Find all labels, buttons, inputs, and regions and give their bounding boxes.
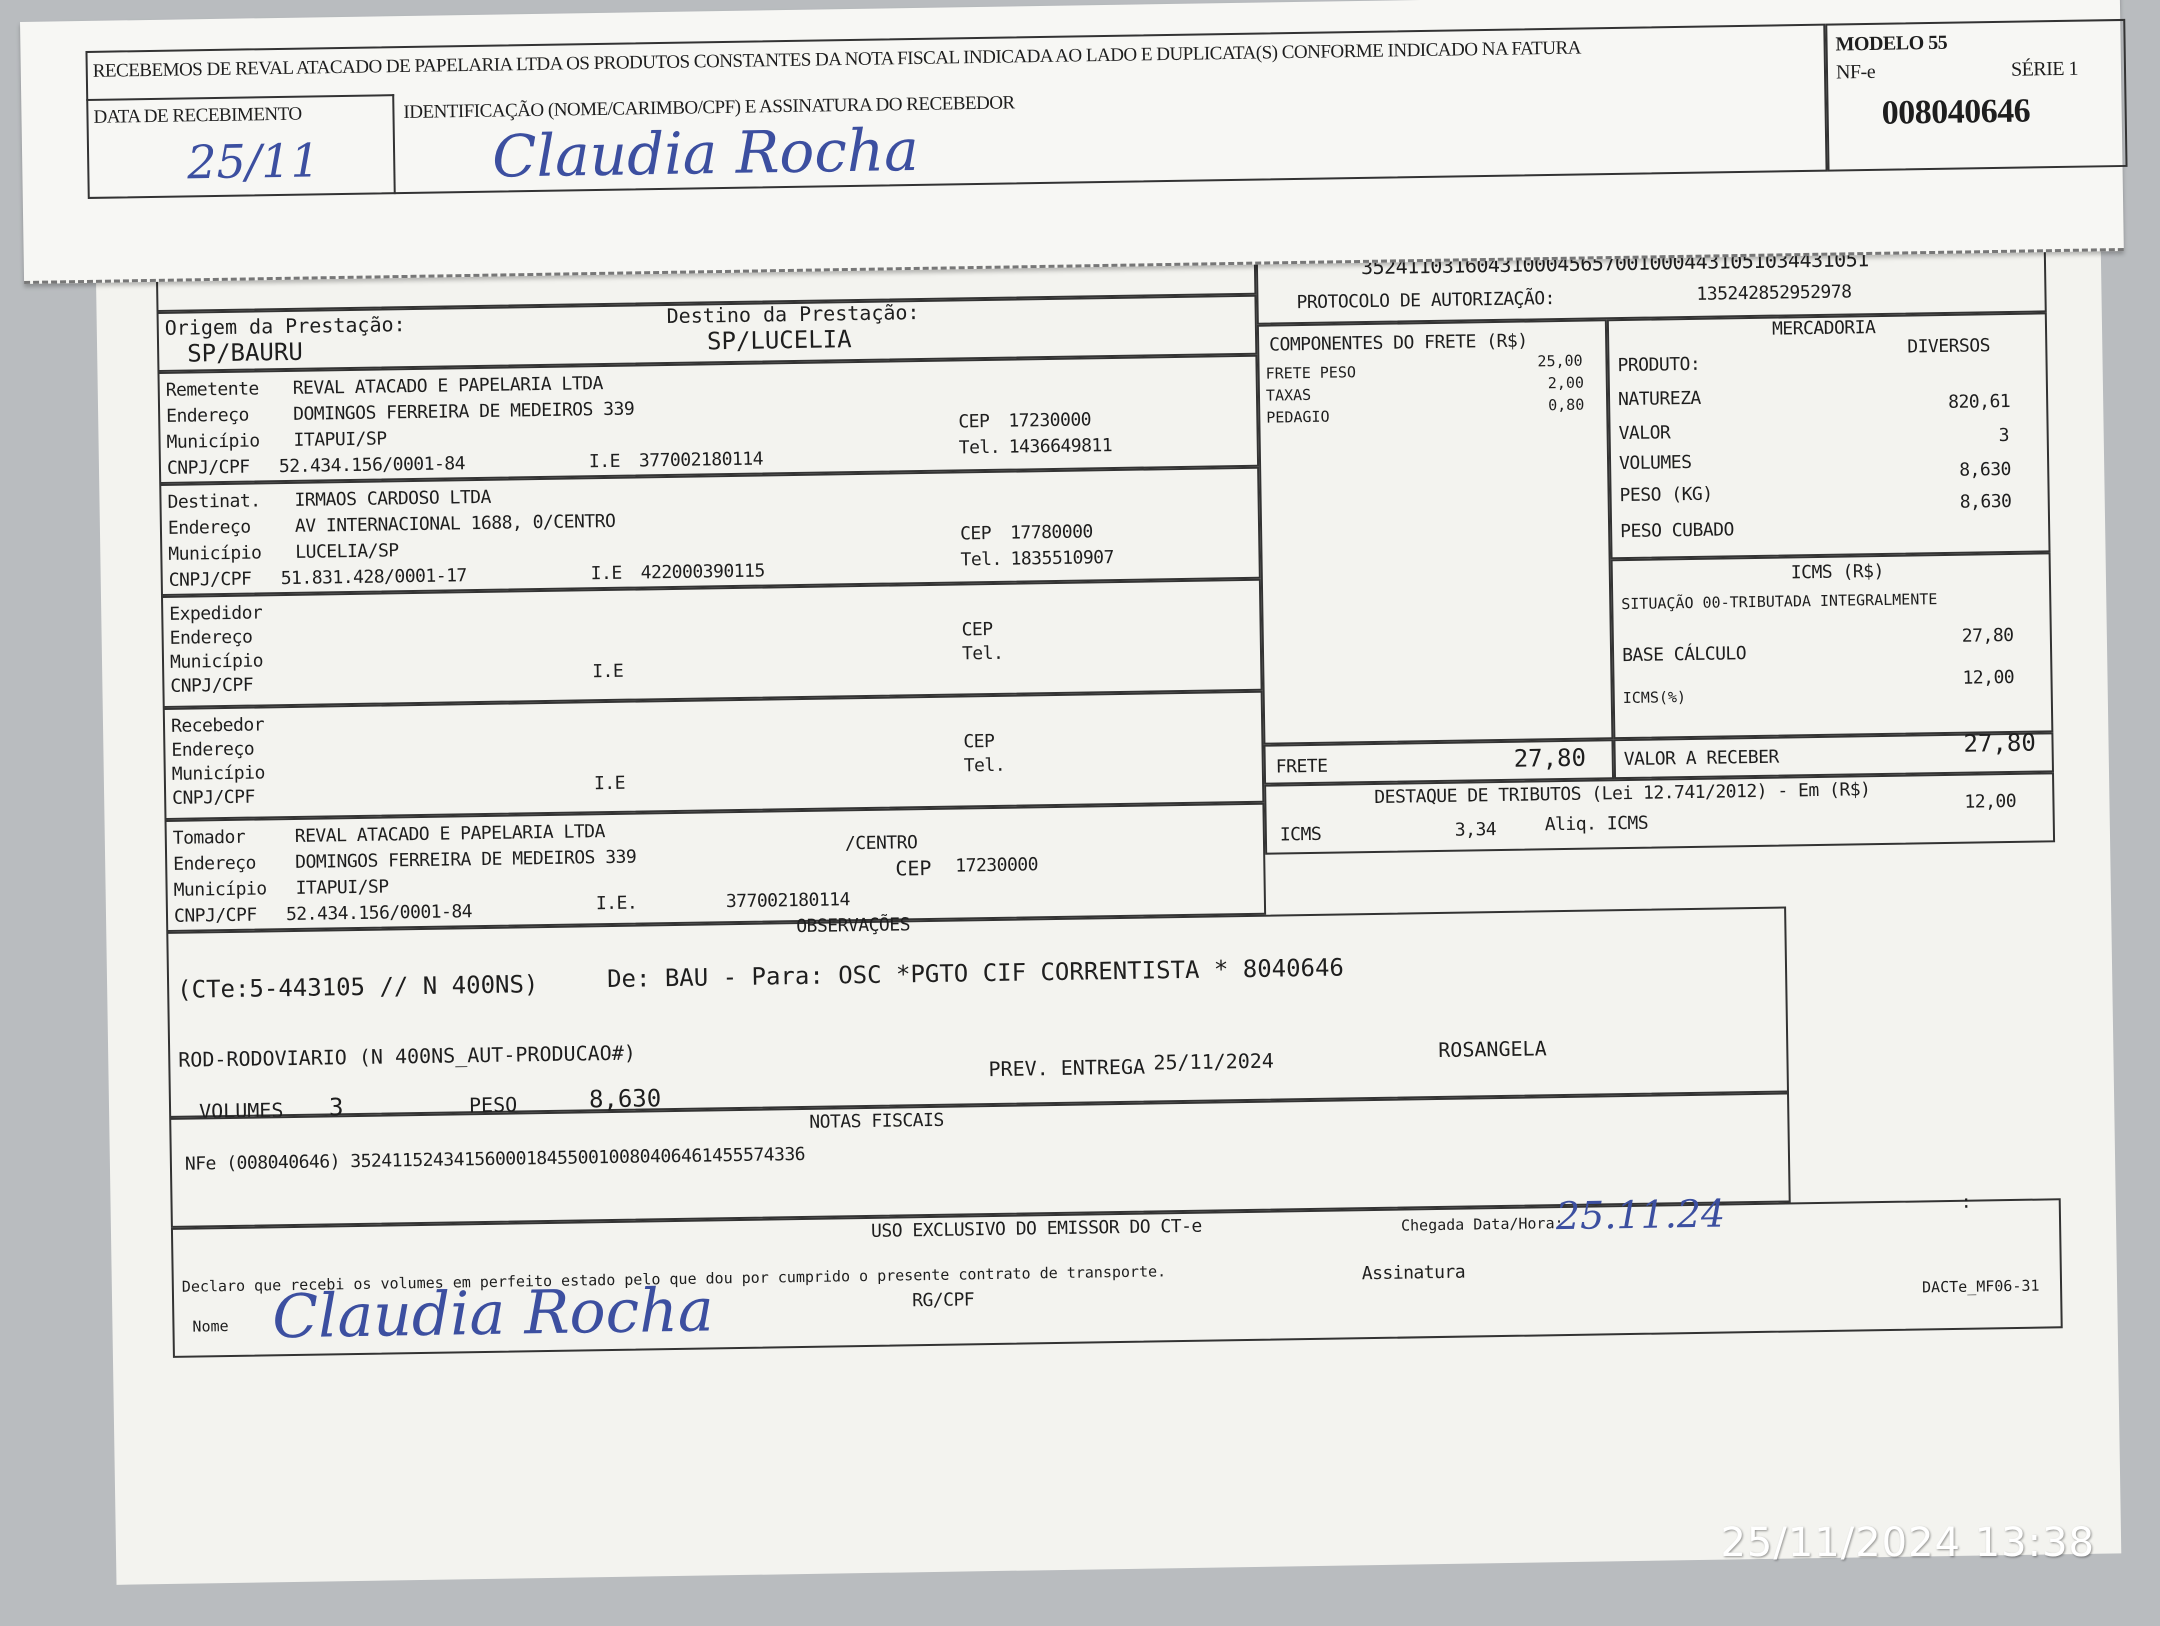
recebedor-endereco-label: Endereço: [171, 738, 255, 761]
pedagio-label: PEDAGIO: [1266, 407, 1330, 427]
remetente-endereco-label: Endereço: [166, 404, 250, 427]
frete-peso-value: 25,00: [1537, 351, 1583, 371]
serie-label: SÉRIE 1: [2010, 57, 2079, 81]
icms-situacao: SITUAÇÃO 00-TRIBUTADA INTEGRALMENTE: [1621, 590, 1938, 614]
chegada-handwritten: 25.11.24: [1555, 1191, 1726, 1239]
tomador-label: Tomador: [172, 826, 246, 849]
destino-value: SP/LUCELIA: [706, 325, 852, 356]
origem-label: Origem da Prestação:: [164, 312, 406, 340]
expedidor-box: [161, 579, 1263, 708]
destinatario-ie-label: I.E: [590, 562, 622, 585]
peso-value: 8,630: [1959, 458, 2012, 481]
remetente-cep-label: CEP: [958, 410, 990, 433]
destinatario-endereco-label: Endereço: [167, 516, 251, 539]
icms-title: ICMS (R$): [1790, 560, 1885, 584]
canhoto-recibo: [20, 0, 2124, 284]
destinatario-tel: 1835510907: [1010, 547, 1115, 570]
remetente-endereco: DOMINGOS FERREIRA DE MEDEIROS 339: [292, 398, 635, 425]
volumes-label: VOLUMES: [1618, 451, 1692, 475]
volumes-value: 3: [1998, 424, 2010, 447]
expedidor-cnpj-label: CNPJ/CPF: [170, 674, 254, 697]
tomador-bairro: /CENTRO: [844, 832, 918, 855]
remetente-tel-label: Tel.: [958, 436, 1001, 459]
expedidor-ie-label: I.E: [592, 660, 624, 683]
recebedor-box: [163, 691, 1265, 820]
modelo-label: MODELO 55: [1835, 31, 1948, 56]
destinatario-municipio-label: Município: [168, 542, 262, 565]
chegada-hora-sep: :: [1960, 1191, 1972, 1213]
remetente-ie: 377002180114: [638, 448, 764, 472]
notas-title: NOTAS FISCAIS: [809, 1109, 944, 1133]
obs-volumes-label: VOLUMES: [198, 1098, 284, 1124]
expedidor-tel-label: Tel.: [961, 642, 1004, 665]
obs-rota: De: BAU - Para: OSC *PGTO CIF CORRENTISTA * 8040646: [606, 953, 1345, 994]
origem-value: SP/BAURU: [186, 337, 303, 368]
remetente-cep: 17230000: [1008, 409, 1092, 432]
prev-entrega-label: PREV. ENTREGA: [988, 1054, 1146, 1082]
destinatario-endereco: AV INTERNACIONAL 1688, 0/CENTRO: [294, 510, 616, 537]
produto-value: DIVERSOS: [1907, 335, 1991, 358]
recebedor-municipio-label: Município: [171, 762, 265, 785]
taxas-value: 2,00: [1547, 373, 1585, 393]
identificacao-label: IDENTIFICAÇÃO (NOME/CARIMBO/CPF) E ASSINATURA DO RECEBEDOR: [403, 92, 1015, 123]
destinatario-label: Destinat.: [167, 490, 261, 513]
obs-cte: (CTe:5-443105 // N 400NS): [176, 970, 539, 1004]
dacte-versao: DACTe_MF06-31: [1921, 1276, 2040, 1297]
pedagio-value: 0,80: [1548, 395, 1585, 415]
obs-rodoviario: ROD-RODOVIARIO (N 400NS_AUT-PRODUCAO#): [178, 1040, 636, 1072]
rgcpf-label: RG/CPF: [911, 1289, 975, 1312]
frete-total-value: 27,80: [1513, 743, 1587, 773]
remetente-cnpj: 52.434.156/0001-84: [278, 453, 466, 478]
destinatario-cep-label: CEP: [959, 522, 992, 545]
remetente-municipio: ITAPUI/SP: [293, 428, 387, 451]
aliquota-value: 12,00: [1962, 666, 2015, 689]
recebedor-ie-label: I.E: [593, 772, 626, 795]
base-calculo-value: 27,80: [1961, 624, 2014, 647]
expedidor-municipio-label: Município: [169, 650, 264, 673]
produto-label: PRODUTO:: [1617, 353, 1701, 377]
tomador-ie: 377002180114: [725, 889, 851, 913]
prev-entrega-value: 25/11/2024: [1153, 1048, 1275, 1075]
recebedor-cep-label: CEP: [963, 730, 995, 753]
remetente-ie-label: I.E: [588, 450, 621, 473]
obs-peso-value: 8,630: [588, 1084, 662, 1114]
destinatario-nome: IRMAOS CARDOSO LTDA: [294, 486, 492, 511]
tomador-ie-label: I.E.: [595, 892, 638, 915]
nome-label: Nome: [192, 1317, 229, 1336]
expedidor-label: Expedidor: [169, 602, 263, 625]
chave-acesso: 35241103160431000456570010004431051034431051: [1360, 247, 1869, 280]
data-recebimento-handwritten: 25/11: [186, 133, 321, 190]
nfe-chave: NFe (008040646) 35241152434156000184550010080406461455574336: [184, 1143, 806, 1175]
recebedor-label: Recebedor: [170, 714, 265, 737]
rodape-title: USO EXCLUSIVO DO EMISSOR DO CT-e: [870, 1215, 1202, 1242]
destino-label: Destino da Prestação:: [666, 300, 920, 329]
rodape-signature: Claudia Rocha: [271, 1275, 715, 1353]
destinatario-municipio: LUCELIA/SP: [295, 540, 399, 563]
tributos-icms-label: ICMS: [1279, 823, 1322, 846]
tomador-endereco-label: Endereço: [173, 852, 257, 875]
tomador-cnpj-label: CNPJ/CPF: [173, 904, 257, 927]
chegada-label: Chegada Data/Hora:: [1400, 1214, 1564, 1235]
peso-cubado-value: 8,630: [1959, 490, 2012, 513]
declaracao: Declaro que recebi os volumes em perfeito estado pelo que dou por cumprido o presente contrato de transporte.: [181, 1262, 1167, 1296]
natureza-label: NATUREZA: [1617, 387, 1701, 411]
expedidor-endereco-label: Endereço: [169, 626, 253, 649]
tributos-icms-value: 3,34: [1454, 819, 1497, 841]
tributos-aliq-label: Aliq. ICMS: [1544, 812, 1649, 836]
obs-peso-label: PESO: [468, 1092, 518, 1118]
assinatura-label: Assinatura: [1361, 1261, 1466, 1285]
remetente-label: Remetente: [165, 378, 259, 401]
remetente-tel: 1436649811: [1008, 435, 1113, 458]
tomador-municipio: ITAPUI/SP: [295, 876, 389, 899]
base-calculo-label: BASE CÁLCULO: [1621, 643, 1747, 667]
peso-label: PESO (KG): [1619, 483, 1713, 507]
destinatario-cnpj-label: CNPJ/CPF: [168, 568, 252, 591]
tomador-cep: 17230000: [955, 854, 1039, 877]
obs-volumes-value: 3: [328, 1093, 344, 1122]
tomador-municipio-label: Município: [173, 878, 267, 901]
observacoes-title: OBSERVAÇÕES: [796, 914, 911, 938]
aliquota-label: ICMS(%): [1622, 688, 1687, 708]
mercadoria-title: MERCADORIA: [1771, 317, 1876, 340]
frete-peso-label: FRETE PESO: [1265, 363, 1357, 383]
valor-receber-value: 27,80: [1963, 728, 2036, 758]
remetente-cnpj-label: CNPJ/CPF: [166, 456, 250, 479]
peso-cubado-label: PESO CUBADO: [1619, 519, 1735, 543]
valor-receber-label: VALOR A RECEBER: [1623, 746, 1779, 771]
valor-label: VALOR: [1618, 422, 1671, 445]
tomador-endereco: DOMINGOS FERREIRA DE MEDEIROS 339: [295, 846, 637, 873]
observacoes-box: [166, 904, 1789, 1118]
tributos-title: DESTAQUE DE TRIBUTOS (Lei 12.741/2012) - Em (R$): [1374, 779, 1871, 808]
expedidor-cep-label: CEP: [961, 618, 993, 641]
recebedor-cnpj-label: CNPJ/CPF: [172, 786, 256, 809]
recebemos-text: RECEBEMOS DE REVAL ATACADO DE PAPELARIA LTDA OS PRODUTOS CONSTANTES DA NOTA FISCAL INDICADA AO LADO E DUPLICATA(S) CONFORME INDICADO NA FATURA: [92, 37, 1582, 82]
nfe-label: NF-e: [1835, 60, 1876, 84]
destinatario-cnpj: 51.831.428/0001-17: [280, 565, 467, 590]
tomador-cep-label: CEP: [895, 855, 932, 881]
tomador-nome: REVAL ATACADO E PAPELARIA LTDA: [294, 821, 606, 847]
protocolo-label: PROTOCOLO DE AUTORIZAÇÃO:: [1296, 288, 1556, 314]
remetente-nome: REVAL ATACADO E PAPELARIA LTDA: [292, 373, 603, 399]
photo-timestamp: 25/11/2024 13:38: [1720, 1520, 2095, 1566]
tomador-cnpj: 52.434.156/0001-84: [285, 901, 473, 926]
taxas-label: TAXAS: [1265, 385, 1312, 405]
data-recebimento-label: DATA DE RECEBIMENTO: [93, 103, 302, 128]
dacte-document: [95, 184, 2121, 1585]
valor-value: 820,61: [1948, 390, 2011, 413]
destinatario-tel-label: Tel.: [960, 548, 1003, 571]
recebedor-signature: Claudia Rocha: [491, 115, 920, 191]
nfe-numero: 008040646: [1881, 92, 2031, 132]
frete-title: COMPONENTES DO FRETE (R$): [1269, 330, 1528, 356]
tributos-aliq-value: 12,00: [1964, 790, 2017, 813]
remetente-municipio-label: Município: [166, 430, 260, 453]
recebedor-tel-label: Tel.: [963, 754, 1006, 777]
protocolo-value: 135242852952978: [1696, 281, 1852, 305]
destinatario-cep: 17780000: [1009, 521, 1093, 544]
obs-atendente: ROSANGELA: [1438, 1036, 1547, 1063]
destinatario-ie: 422000390115: [640, 560, 765, 584]
frete-total-label: FRETE: [1275, 755, 1328, 778]
